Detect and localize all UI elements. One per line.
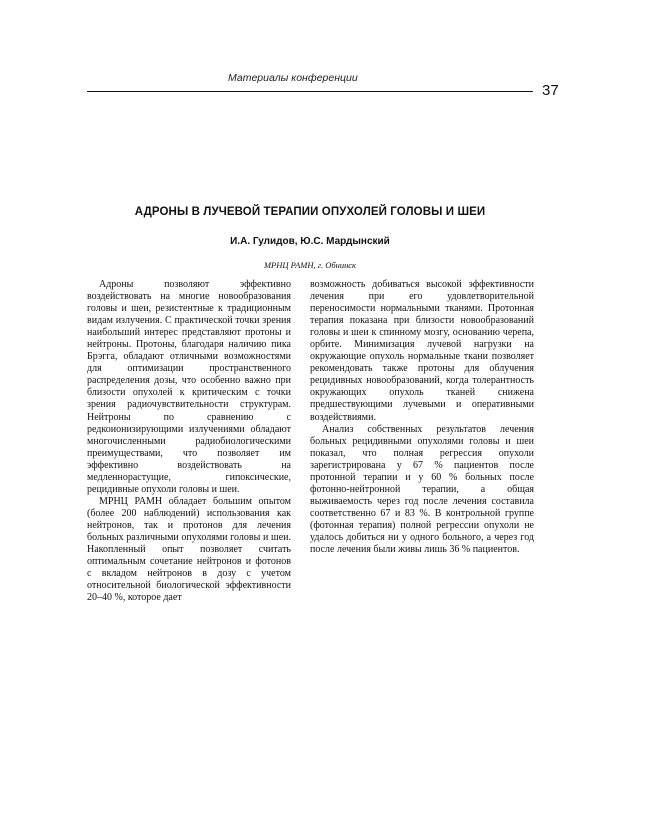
paragraph: Адроны позволяют эффективно воздействовать на многие новообразования головы и шеи, резистентные к традиционным видам излучения. С практической точки зрения наибольший интерес представляют протоны и нейтроны. Протоны, благодаря наличию пика Брэгга, обладают отличными возможностями для оптимизации пространственного распределения дозы, что особенно важно при близости опухолей к критическим с точки зрения радиочувствительности структурам. Нейтроны по сравнению с редкоионизирующими излучениями обладают многочисленными радиобиологическими преимуществами, что позволяет им эффективно воздействовать на медленнорастущие, гипоксические, рецидивные опухоли головы и шеи. <box>87 279 291 495</box>
affiliation: МРНЦ РАМН, г. Обнинск <box>263 260 357 270</box>
article-title: АДРОНЫ В ЛУЧЕВОЙ ТЕРАПИИ ОПУХОЛЕЙ ГОЛОВЫ И ШЕИ <box>134 206 486 218</box>
running-head: Материалы конференции <box>228 72 358 84</box>
left-column <box>87 279 291 604</box>
right-column <box>310 279 534 556</box>
header-rule <box>87 91 533 92</box>
authors: И.А. Гулидов, Ю.С. Мардынский <box>230 236 390 247</box>
paragraph-continued: возможность добиваться высокой эффективности лечения при его удовлетворительной переносимости нормальными тканями. Протонная терапия показана при близости новообразований головы и шеи к спинному мозгу, основанию черепа, орбите. Минимизация лучевой нагрузки на окружающие опухоль нормальные ткани позволяет рекомендовать также протоны для облучения рецидивных новообразований, когда толерантность окружающих опухоль тканей снижена предшествующими лучевыми и оперативными воздействиями. <box>310 279 534 423</box>
paragraph: МРНЦ РАМН обладает большим опытом (более 200 наблюдений) использования как нейтронов, так и протонов для лечения больных различными опухолями головы и шеи. Накопленный опыт позволяет считать оптимальным сочетание нейтронов и фотонов с вкладом нейтронов в дозу с учетом относительной биологической эффективности 20–40 %, которое дает <box>87 495 291 604</box>
page-number: 37 <box>542 82 559 99</box>
paragraph: Анализ собственных результатов лечения больных рецидивными опухолями головы и шеи показал, что полная регрессия опухоли зарегистрирована у 67 % пациентов после протонной терапии и у 60 % больных после фотонно-нейтронной терапии, а общая выживаемость через год после лечения составила соответственно 67 и 83 %. В контрольной группе (фотонная терапия) полной регрессии опухоли не удалось добиться ни у одного больного, а через год после лечения были живы лишь 36 % пациентов. <box>310 423 534 556</box>
